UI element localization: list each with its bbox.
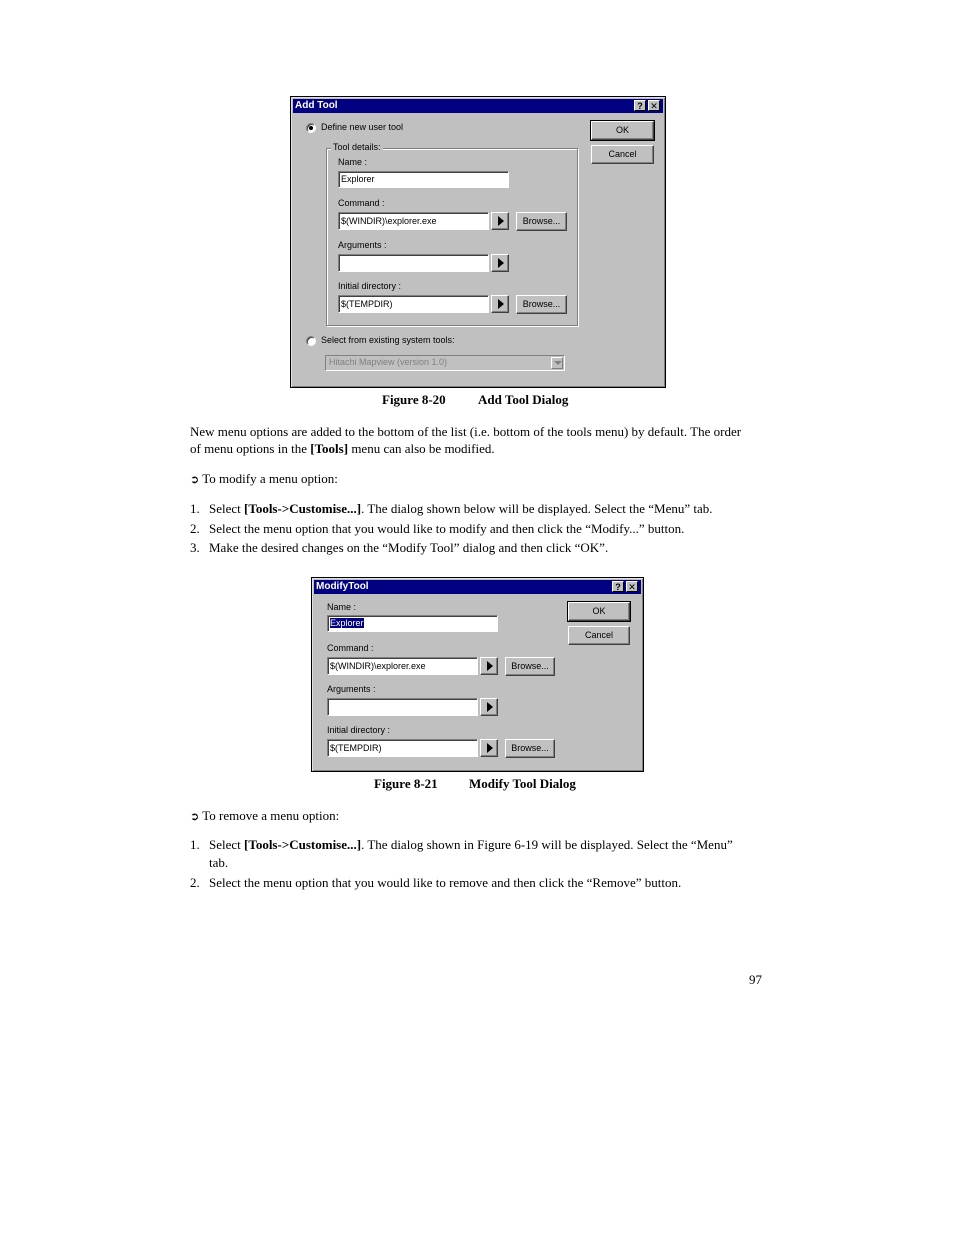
close-button[interactable]: ✕ (648, 100, 660, 111)
command-label: Command : (338, 198, 385, 208)
initdir-arrow-button[interactable] (480, 739, 498, 757)
name-label: Name : (327, 602, 357, 612)
add-tool-title: Add Tool (295, 100, 338, 111)
chevron-down-icon (551, 357, 563, 369)
close-button[interactable]: ✕ (626, 581, 638, 592)
arrow-right-icon: ➲ (190, 810, 200, 823)
command-arrow-button[interactable] (491, 212, 509, 230)
ok-button[interactable]: OK (568, 602, 630, 621)
modify-heading: ➲ To modify a menu option: (190, 471, 338, 486)
command-input[interactable]: $(WINDIR)\explorer.exe (338, 212, 489, 230)
command-input[interactable]: $(WINDIR)\explorer.exe (327, 657, 478, 675)
command-browse-button[interactable]: Browse... (516, 212, 567, 231)
define-new-tool-label: Define new user tool (321, 122, 404, 132)
initdir-browse-button[interactable]: Browse... (516, 295, 567, 314)
cancel-button[interactable]: Cancel (591, 145, 654, 164)
ok-button[interactable]: OK (591, 121, 654, 140)
arguments-input[interactable] (338, 254, 489, 272)
initdir-label: Initial directory : (327, 725, 391, 735)
modify-tool-titlebar[interactable] (314, 580, 641, 594)
arrow-right-icon: ➲ (190, 473, 200, 486)
paragraph-1-line-1: New menu options are added to the bottom of the list (i.e. bottom of the tools menu) by default. The order (190, 424, 742, 439)
remove-step-1: 1. Select [Tools->Customise...]. The dialog shown in Figure 6-19 will be displayed. Select the “Menu” tab. (190, 837, 733, 870)
command-label: Command : (327, 643, 374, 653)
page-number: 97 (749, 972, 762, 987)
arguments-arrow-button[interactable] (480, 698, 498, 716)
add-tool-titlebar[interactable] (293, 99, 663, 113)
help-button[interactable]: ? (612, 581, 624, 592)
figure-8-20-number: Figure 8-20 (382, 392, 446, 407)
modify-step-2: 2. Select the menu option that you would like to modify and then click the “Modify...” button. (190, 521, 685, 536)
add-tool-dialog (290, 96, 666, 388)
initdir-label: Initial directory : (338, 281, 402, 291)
select-existing-radio[interactable] (306, 336, 316, 346)
arguments-input[interactable] (327, 698, 478, 716)
arguments-label: Arguments : (338, 240, 387, 250)
initdir-input[interactable]: $(TEMPDIR) (327, 739, 478, 757)
initdir-input[interactable]: $(TEMPDIR) (338, 295, 489, 313)
system-tools-combo (325, 355, 565, 371)
initdir-browse-button[interactable]: Browse... (505, 739, 555, 758)
paragraph-1-line-2: of menu options in the [Tools] menu can also be modified. (190, 441, 495, 456)
name-input[interactable]: Explorer (338, 171, 509, 188)
arguments-arrow-button[interactable] (491, 254, 509, 272)
cancel-button[interactable]: Cancel (568, 626, 630, 645)
system-tools-value: Hitachi Mapview (version 1.0) (329, 357, 448, 367)
remove-step-2: 2. Select the menu option that you would like to remove and then click the “Remove” button. (190, 875, 682, 890)
command-arrow-button[interactable] (480, 657, 498, 675)
figure-8-21-title: Modify Tool Dialog (469, 776, 576, 791)
modify-step-1: 1. Select [Tools->Customise...]. The dialog shown below will be displayed. Select the “Menu” tab. (190, 501, 713, 516)
modify-tool-dialog (311, 577, 644, 772)
modify-tool-title: ModifyTool (316, 581, 369, 592)
figure-8-20-title: Add Tool Dialog (478, 392, 569, 407)
figure-8-21-number: Figure 8-21 (374, 776, 438, 791)
select-existing-label: Select from existing system tools: (321, 335, 455, 345)
remove-heading: ➲ To remove a menu option: (190, 808, 340, 823)
modify-step-3: 3. Make the desired changes on the “Modify Tool” dialog and then click “OK”. (190, 540, 609, 555)
name-label: Name : (338, 157, 368, 167)
name-value-selected: Explorer (330, 618, 364, 628)
command-browse-button[interactable]: Browse... (505, 657, 555, 676)
name-input[interactable] (327, 615, 498, 632)
initdir-arrow-button[interactable] (491, 295, 509, 313)
arguments-label: Arguments : (327, 684, 376, 694)
help-button[interactable]: ? (634, 100, 646, 111)
define-new-tool-radio[interactable] (306, 123, 316, 133)
paragraph-1 (190, 423, 770, 457)
tool-details-title: Tool details: (333, 142, 381, 152)
